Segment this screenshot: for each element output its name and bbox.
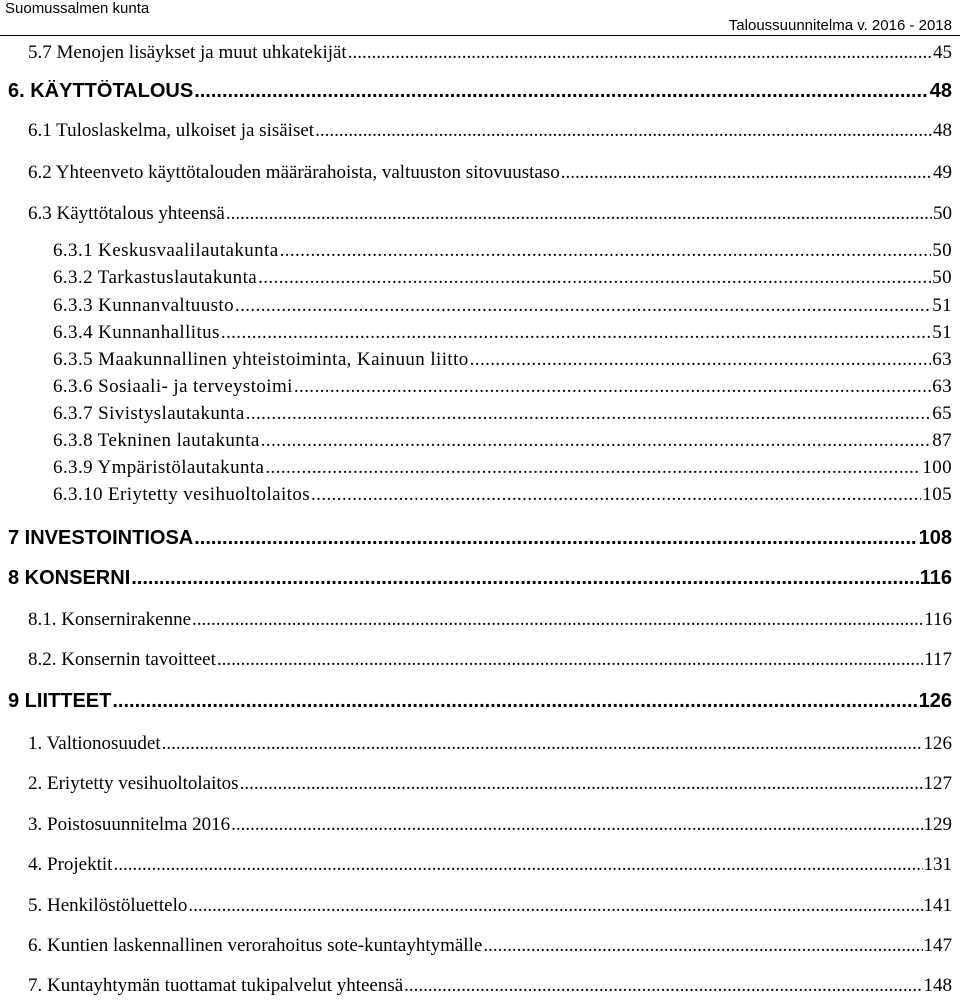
- toc-entry-title: 6. KÄYTTÖTALOUS: [8, 80, 194, 102]
- toc-entry-title: 7 INVESTOINTIOSA: [8, 527, 194, 549]
- toc-entry-page: 147: [923, 935, 952, 956]
- header-document-title: Taloussuunnitelma v. 2016 - 2018: [728, 17, 952, 34]
- toc-entry-title: 6. Kuntien laskennallinen verorahoitus sote-kuntayhtymälle: [28, 935, 483, 956]
- toc-entry[interactable]: [8, 567, 952, 590]
- toc-entry[interactable]: [28, 854, 952, 876]
- toc-entry-page: 131: [923, 854, 952, 875]
- toc-entry-title: 9 LIITTEET: [8, 690, 112, 712]
- toc-entry[interactable]: [53, 267, 952, 289]
- toc-entry-page: 108: [918, 527, 952, 549]
- toc-entry-title: 4. Projektit: [28, 854, 113, 875]
- toc-leader: [348, 42, 932, 64]
- toc-leader: [194, 527, 917, 550]
- toc-entry[interactable]: [53, 240, 952, 262]
- toc-entry-page: 63: [932, 349, 952, 370]
- toc-entry[interactable]: [28, 42, 952, 64]
- toc-leader: [188, 895, 922, 917]
- toc-entry-title: 6.3.10 Eriytetty vesihuoltolaitos: [53, 484, 311, 505]
- toc-entry[interactable]: [28, 120, 952, 142]
- toc-entry[interactable]: [28, 609, 952, 631]
- toc-entry-page: 129: [923, 814, 952, 835]
- toc-entry-page: 50: [933, 203, 952, 224]
- toc-leader: [231, 814, 922, 836]
- toc-entry-page: 126: [923, 733, 952, 754]
- toc-entry[interactable]: [28, 935, 952, 957]
- toc-entry[interactable]: [53, 376, 952, 398]
- toc-entry-title: 6.3.6 Sosiaali- ja terveystoimi: [53, 376, 293, 397]
- toc-entry-page: 51: [932, 295, 952, 316]
- toc-leader: [194, 80, 929, 103]
- toc-entry-title: 3. Poistosuunnitelma 2016: [28, 814, 231, 835]
- toc-leader: [162, 733, 923, 755]
- toc-entry[interactable]: [53, 349, 952, 371]
- toc-entry-title: 7. Kuntayhtymän tuottamat tukipalvelut yhteensä: [28, 975, 404, 996]
- toc-leader: [483, 935, 922, 957]
- toc-leader: [235, 295, 931, 317]
- toc-leader: [240, 773, 923, 795]
- toc-entry-page: 50: [932, 267, 952, 288]
- toc-entry[interactable]: [28, 975, 952, 997]
- toc-entry[interactable]: [28, 773, 952, 795]
- toc-entry-title: 6.3.2 Tarkastuslautakunta: [53, 267, 258, 288]
- toc-entry-title: 6.3.5 Maakunnallinen yhteistoiminta, Kainuun liitto: [53, 349, 469, 370]
- toc-leader: [131, 567, 918, 590]
- toc-entry[interactable]: [53, 295, 952, 317]
- toc-entry[interactable]: [28, 895, 952, 917]
- toc-entry-title: 6.3.9 Ympäristölautakunta: [53, 457, 265, 478]
- toc-leader: [112, 690, 917, 713]
- toc-entry-title: 6.3 Käyttötalous yhteensä: [28, 203, 225, 224]
- toc-leader: [246, 403, 932, 425]
- toc-entry-title: 8 KONSERNI: [8, 567, 131, 589]
- toc-entry[interactable]: [8, 80, 952, 103]
- toc-leader: [294, 376, 931, 398]
- toc-leader: [315, 120, 932, 142]
- toc-entry-title: 2. Eriytetty vesihuoltolaitos: [28, 773, 239, 794]
- toc-entry-page: 87: [932, 430, 952, 451]
- toc-leader: [221, 322, 931, 344]
- toc-entry-page: 48: [933, 120, 952, 141]
- toc-entry-title: 5. Henkilöstöluettelo: [28, 895, 188, 916]
- toc-leader: [113, 854, 922, 876]
- toc-entry[interactable]: [28, 649, 952, 671]
- toc-entry[interactable]: [53, 403, 952, 425]
- toc-entry-title: 5.7 Menojen lisäykset ja muut uhkatekijät: [28, 42, 347, 63]
- toc-entry[interactable]: [28, 733, 952, 755]
- toc-entry-page: 141: [923, 895, 952, 916]
- toc-entry-page: 148: [923, 975, 952, 996]
- toc-entry-title: 6.1 Tuloslaskelma, ulkoiset ja sisäiset: [28, 120, 315, 141]
- toc-leader: [192, 609, 923, 631]
- toc-leader: [404, 975, 922, 997]
- toc-entry[interactable]: [8, 690, 952, 713]
- header-rule: [0, 35, 960, 36]
- toc-leader: [265, 457, 921, 479]
- toc-entry-page: 48: [929, 80, 952, 102]
- toc-entry-title: 6.2 Yhteenveto käyttötalouden määrärahoista, valtuuston sitovuustaso: [28, 162, 560, 183]
- toc-entry-title: 8.2. Konsernin tavoitteet: [28, 649, 216, 670]
- toc-entry-page: 45: [933, 42, 952, 63]
- toc-entry[interactable]: [53, 484, 952, 506]
- toc-leader: [261, 430, 931, 452]
- toc-entry-page: 117: [924, 649, 952, 670]
- toc-entry-page: 100: [922, 457, 952, 478]
- toc-entry[interactable]: [28, 203, 952, 225]
- toc-leader: [280, 240, 932, 262]
- toc-entry-title: 6.3.1 Keskusvaalilautakunta: [53, 240, 279, 261]
- toc-entry-page: 126: [918, 690, 952, 712]
- toc-entry-page: 51: [932, 322, 952, 343]
- toc-entry[interactable]: [53, 430, 952, 452]
- toc-entry-page: 116: [924, 609, 952, 630]
- toc-entry-title: 6.3.4 Kunnanhallitus: [53, 322, 220, 343]
- toc-leader: [217, 649, 923, 671]
- toc-entry[interactable]: [53, 457, 952, 479]
- toc-entry[interactable]: [28, 814, 952, 836]
- toc-entry-page: 63: [932, 376, 952, 397]
- toc-entry-title: 8.1. Konsernirakenne: [28, 609, 192, 630]
- toc-entry-title: 1. Valtionosuudet: [28, 733, 161, 754]
- toc-entry-page: 49: [933, 162, 952, 183]
- toc-entry-page: 127: [923, 773, 952, 794]
- toc-entry[interactable]: [53, 322, 952, 344]
- header-organization: Suomussalmen kunta: [5, 0, 150, 17]
- toc-entry-title: 6.3.3 Kunnanvaltuusto: [53, 295, 234, 316]
- toc-entry-page: 116: [919, 567, 952, 589]
- toc-leader: [470, 349, 932, 371]
- toc-entry-title: 6.3.8 Tekninen lautakunta: [53, 430, 260, 451]
- toc-entry-page: 50: [932, 240, 952, 261]
- toc-entry-title: 6.3.7 Sivistyslautakunta: [53, 403, 245, 424]
- toc-leader: [226, 203, 932, 225]
- toc-leader: [258, 267, 931, 289]
- toc-leader: [561, 162, 932, 184]
- toc-entry-page: 65: [932, 403, 952, 424]
- toc-entry[interactable]: [8, 527, 952, 550]
- toc-entry-page: 105: [922, 484, 952, 505]
- toc-entry[interactable]: [28, 162, 952, 184]
- toc-leader: [311, 484, 921, 506]
